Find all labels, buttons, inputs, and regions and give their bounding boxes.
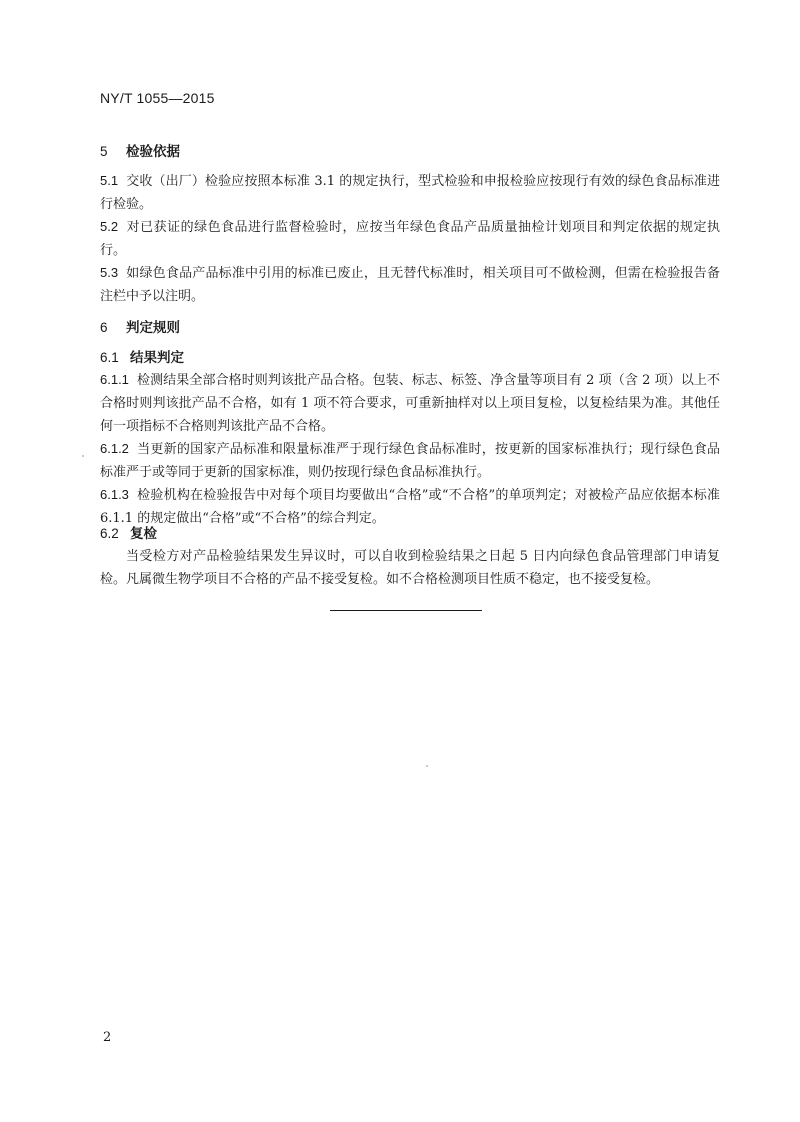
scan-speck: [426, 765, 428, 767]
subsection-number: 6.1: [100, 350, 119, 365]
scan-speck: [82, 455, 84, 457]
section-title: 判定规则: [126, 320, 180, 336]
subsection-6-1-heading: [100, 346, 184, 366]
clause-5-1: [100, 169, 720, 216]
clause-number: 6.1.3: [100, 487, 129, 502]
clause-text: 如绿色食品产品标准中引用的标准已废止，且无替代标准时，相关项目可不做检测，但需在检验报告备注栏中予以注明。: [100, 266, 720, 304]
section-title: 检验依据: [126, 144, 180, 160]
clause-6-2-text: 当受检方对产品检验结果发生异议时，可以自收到检验结果之日起 5 日内向绿色食品管理部门申请复检。凡属微生物学项目不合格的产品不接受复检。如不合格检测项目性质不稳定，也不接受复检。: [100, 549, 720, 587]
clause-5-2: [100, 215, 720, 262]
section-6-heading: [100, 316, 180, 336]
clause-text: 交收（出厂）检验应按照本标准 3.1 的规定执行，型式检验和申报检验应按现行有效的绿色食品标准进行检验。: [100, 174, 720, 212]
clause-number: 5.1: [100, 173, 119, 188]
clause-6-1-2: [100, 437, 720, 484]
clause-text: 检测结果全部合格时则判该批产品合格。包装、标志、标签、净含量等项目有 2 项（含 2 项）以上不合格时则判该批产品不合格，如有 1 项不符合要求，可重新抽样对以上项目复检，以复检结果为准。其他任何一项指标不合格则判该批产品不合格。: [100, 373, 720, 434]
clause-number: 5.2: [100, 219, 119, 234]
clause-text: 当更新的国家产品标准和限量标准严于现行绿色食品标准时，按更新的国家标准执行；现行绿色食品标准严于或等同于更新的国家标准，则仍按现行绿色食品标准执行。: [100, 442, 720, 480]
subsection-title: 复检: [130, 526, 157, 542]
section-number: 5: [100, 144, 108, 159]
section-5-heading: [100, 140, 180, 160]
subsection-number: 6.2: [100, 526, 119, 541]
clause-6-1-3: [100, 483, 720, 530]
clause-number: 6.1.2: [100, 441, 129, 456]
clause-number: 6.1.1: [100, 372, 129, 387]
end-rule: [330, 610, 482, 611]
standard-code: NY/T 1055—2015: [100, 90, 215, 106]
clause-number: 5.3: [100, 265, 119, 280]
clause-5-3: [100, 261, 720, 308]
subsection-title: 结果判定: [130, 350, 184, 366]
clause-text: 检验机构在检验报告中对每个项目均要做出“合格”或“不合格”的单项判定；对被检产品应依据本标准 6.1.1 的规定做出“合格”或“不合格”的综合判定。: [100, 488, 720, 526]
section-number: 6: [100, 320, 108, 335]
clause-text: 对已获证的绿色食品进行监督检验时，应按当年绿色食品产品质量抽检计划项目和判定依据的规定执行。: [100, 220, 720, 258]
page-number: 2: [103, 1030, 112, 1045]
subsection-6-2-heading: [100, 522, 157, 542]
clause-6-1-1: [100, 368, 720, 438]
